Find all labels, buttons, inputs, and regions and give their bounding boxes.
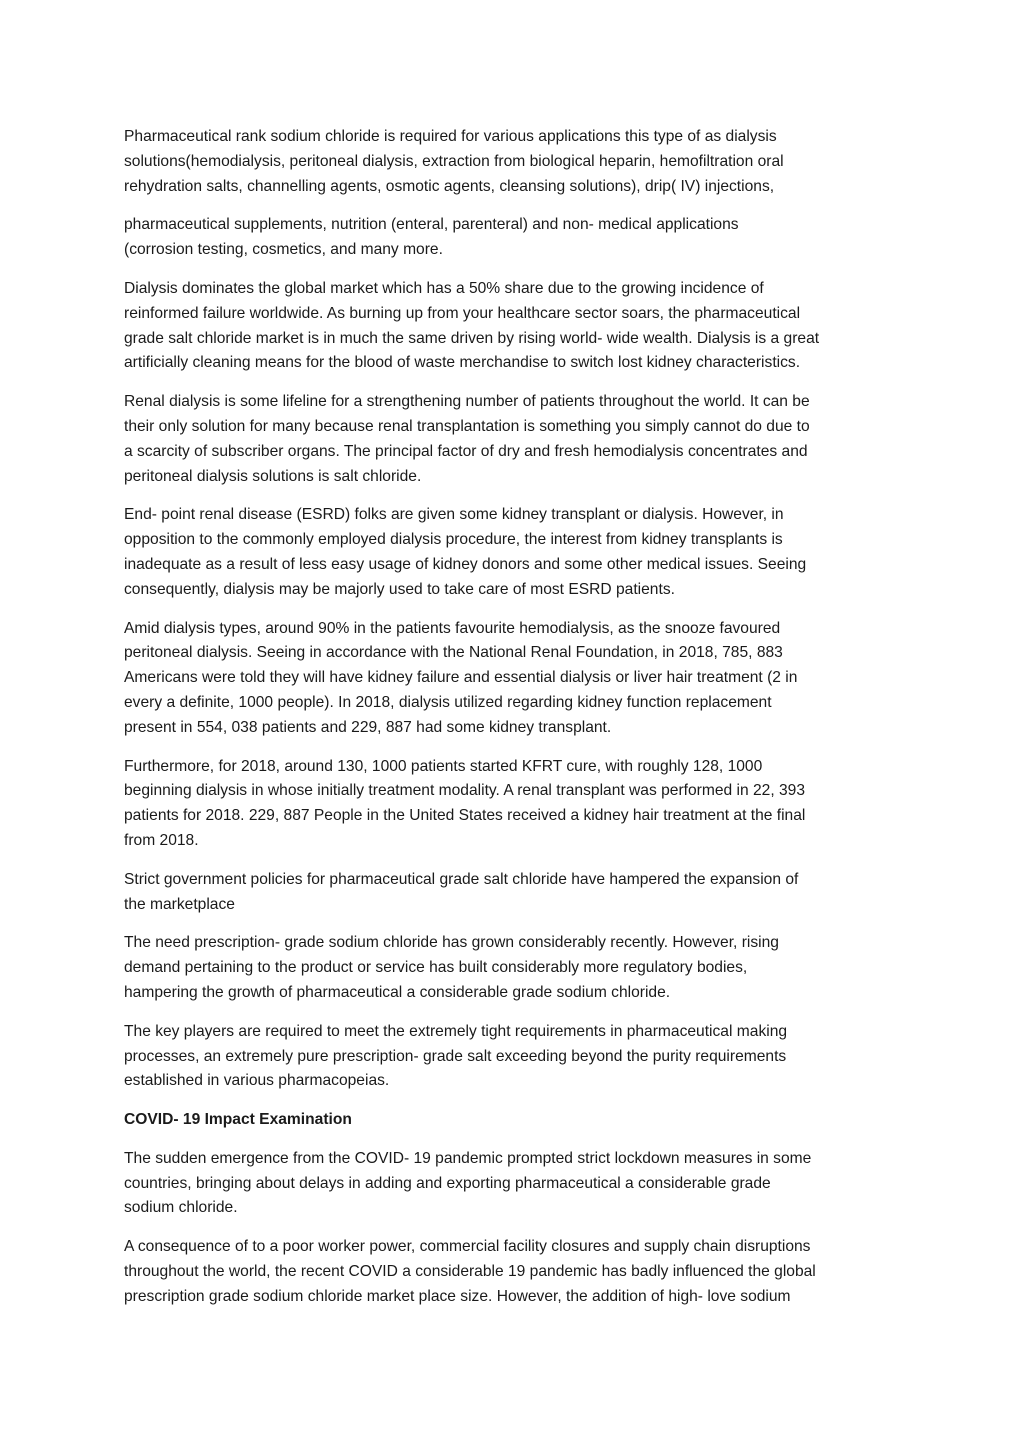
paragraph-4 — [124, 390, 904, 489]
text-line: Dialysis dominates the global market which has a 50% share due to the growing incidence of — [124, 279, 764, 297]
document-page — [124, 125, 904, 1324]
text-line: Furthermore, for 2018, around 130, 1000 patients started KFRT cure, with roughly 128, 1000 — [124, 757, 763, 775]
text-line: Pharmaceutical rank sodium chloride is required for various applications this type of as dialysis — [124, 128, 777, 145]
text-line: hampering the growth of pharmaceutical a considerable grade sodium chloride. — [124, 983, 671, 1001]
text-line: solutions(hemodialysis, peritoneal dialysis, extraction from biological heparin, hemofiltration oral — [124, 152, 784, 170]
paragraph-6 — [124, 617, 904, 741]
text-line: The sudden emergence from the COVID- 19 pandemic prompted strict lockdown measures in some — [124, 1149, 812, 1167]
text-line: beginning dialysis in whose initially treatment modality. A renal transplant was performed in 22, 393 — [124, 782, 806, 800]
section-heading — [124, 1108, 904, 1133]
text-line: throughout the world, the recent COVID a considerable 19 pandemic has badly influenced the global — [124, 1263, 816, 1281]
text-line: rehydration salts, channelling agents, osmotic agents, cleansing solutions), drip( IV) injections, — [124, 177, 775, 195]
text-line: a scarcity of subscriber organs. The principal factor of dry and fresh hemodialysis concentrates and — [124, 442, 808, 460]
text-line: sodium chloride. — [124, 1199, 238, 1217]
text-line: The need prescription- grade sodium chloride has grown considerably recently. However, rising — [124, 934, 779, 952]
text-line: from 2018. — [124, 831, 199, 849]
text-line: demand pertaining to the product or service has built considerably more regulatory bodies, — [124, 959, 748, 977]
text-line: processes, an extremely pure prescription- grade salt exceeding beyond the purity requirements — [124, 1047, 787, 1065]
text-line: inadequate as a result of less easy usage of kidney donors and some other medical issues. Seeing — [124, 555, 807, 573]
text-line: the marketplace — [124, 895, 235, 913]
text-line: artificially cleaning means for the blood of waste merchandise to switch lost kidney characteristics. — [124, 354, 801, 372]
paragraph-7 — [124, 755, 904, 854]
text-line: (corrosion testing, cosmetics, and many more. — [124, 241, 443, 259]
text-line: grade salt chloride market is in much the same driven by rising world- wide wealth. Dialysis is a great — [124, 329, 820, 347]
text-line: End- point renal disease (ESRD) folks are given some kidney transplant or dialysis. However, in — [124, 506, 784, 524]
text-line: prescription grade sodium chloride market place size. However, the addition of high- love sodium — [124, 1287, 791, 1305]
paragraph-2 — [124, 213, 904, 263]
text-line: patients for 2018. 229, 887 People in the United States received a kidney hair treatment at the final — [124, 807, 806, 825]
text-line: opposition to the commonly employed dialysis procedure, the interest from kidney transplants is — [124, 531, 783, 549]
text-line: established in various pharmacopeias. — [124, 1072, 390, 1090]
paragraph-1 — [124, 125, 904, 199]
text-line: peritoneal dialysis solutions is salt chloride. — [124, 467, 422, 485]
text-line: Renal dialysis is some lifeline for a strengthening number of patients throughout the world. It can be — [124, 393, 810, 411]
heading-text: COVID- 19 Impact Examination — [124, 1111, 352, 1129]
text-line: peritoneal dialysis. Seeing in accordance with the National Renal Foundation, in 2018, 785, 883 — [124, 644, 783, 662]
paragraph-9 — [124, 931, 904, 1005]
paragraph-3 — [124, 277, 904, 376]
text-line: Strict government policies for pharmaceutical grade salt chloride have hampered the expansion of — [124, 870, 799, 888]
text-line: every a definite, 1000 people). In 2018, dialysis utilized regarding kidney function replacement — [124, 693, 772, 711]
paragraph-10 — [124, 1020, 904, 1094]
text-line: A consequence of to a poor worker power, commercial facility closures and supply chain disruptions — [124, 1238, 811, 1256]
text-line: their only solution for many because renal transplantation is something you simply cannot do due to — [124, 417, 810, 435]
paragraph-13 — [124, 1235, 904, 1309]
paragraph-5 — [124, 503, 904, 602]
text-line: Amid dialysis types, around 90% in the patients favourite hemodialysis, as the snooze favoured — [124, 619, 781, 637]
text-line: pharmaceutical supplements, nutrition (enteral, parenteral) and non- medical applications — [124, 216, 739, 234]
paragraph-8 — [124, 868, 904, 918]
text-line: consequently, dialysis may be majorly used to take care of most ESRD patients. — [124, 580, 675, 598]
paragraph-12 — [124, 1147, 904, 1221]
text-line: countries, bringing about delays in adding and exporting pharmaceutical a considerable grade — [124, 1174, 771, 1192]
text-line: present in 554, 038 patients and 229, 887 had some kidney transplant. — [124, 718, 612, 736]
text-line: The key players are required to meet the extremely tight requirements in pharmaceutical making — [124, 1022, 788, 1040]
text-line: reinformed failure worldwide. As burning up from your healthcare sector soars, the pharmaceutical — [124, 304, 801, 322]
text-line: Americans were told they will have kidney failure and essential dialysis or liver hair treatment (2 in — [124, 669, 798, 687]
